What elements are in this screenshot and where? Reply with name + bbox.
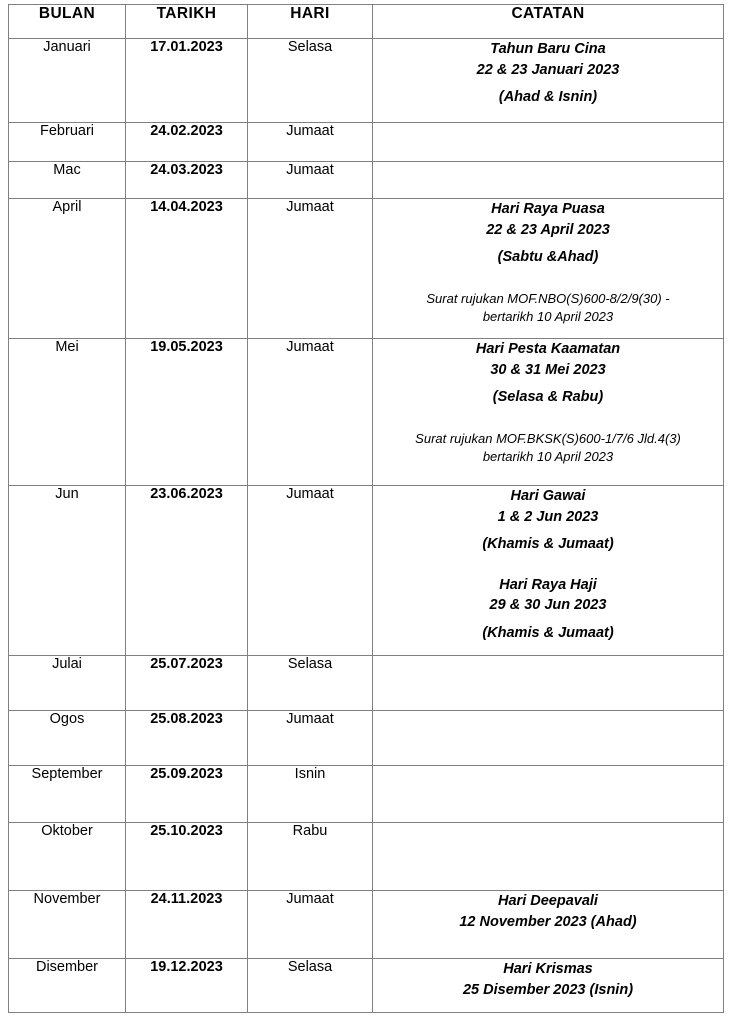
cell-catatan (373, 162, 724, 199)
table-row (9, 339, 724, 486)
note-block (373, 891, 723, 932)
cell-catatan (373, 766, 724, 823)
reference-block (373, 430, 723, 467)
cell-catatan (373, 959, 724, 1013)
cell-bulan: Julai (9, 656, 126, 711)
cell-hari: Jumaat (248, 891, 373, 959)
cell-hari: Jumaat (248, 711, 373, 766)
cell-tarikh: 24.11.2023 (126, 891, 248, 959)
note-line: (Sabtu &Ahad) (497, 249, 599, 266)
table-row (9, 39, 724, 123)
reference-line: Surat rujukan MOF.BKSK(S)600-1/7/6 Jld.4(3) (415, 430, 681, 446)
cell-hari: Selasa (248, 959, 373, 1013)
note-line: (Selasa & Rabu) (492, 389, 604, 406)
table-row (9, 162, 724, 199)
cell-bulan: Ogos (9, 711, 126, 766)
column-header-tarikh: TARIKH (126, 5, 248, 39)
cell-bulan: November (9, 891, 126, 959)
note-line: Hari Gawai (510, 488, 586, 504)
cell-hari: Isnin (248, 766, 373, 823)
note-line: 12 November 2023 (Ahad) (459, 913, 637, 930)
cell-bulan: Mei (9, 339, 126, 486)
column-header-bulan: BULAN (9, 5, 126, 39)
cell-catatan (373, 656, 724, 711)
cell-hari: Jumaat (248, 162, 373, 199)
note-line: Hari Deepavali (498, 893, 598, 909)
cell-hari: Selasa (248, 656, 373, 711)
cell-catatan (373, 39, 724, 123)
cell-tarikh: 23.06.2023 (126, 486, 248, 656)
reference-line: Surat rujukan MOF.NBO(S)600-8/2/9(30) - (426, 290, 670, 306)
cell-bulan: Disember (9, 959, 126, 1013)
cell-hari: Jumaat (248, 123, 373, 162)
cell-bulan: Januari (9, 39, 126, 123)
note-block (373, 575, 723, 644)
cell-catatan (373, 486, 724, 656)
cell-hari: Jumaat (248, 199, 373, 339)
note-line: Hari Krismas (503, 961, 593, 977)
column-header-hari: HARI (248, 5, 373, 39)
cell-tarikh: 19.12.2023 (126, 959, 248, 1013)
reference-block (373, 290, 723, 327)
cell-tarikh: 25.07.2023 (126, 656, 248, 711)
table-header (9, 5, 724, 39)
cell-bulan: Februari (9, 123, 126, 162)
table-row (9, 123, 724, 162)
cell-catatan (373, 711, 724, 766)
table-row (9, 656, 724, 711)
table-row (9, 959, 724, 1013)
cell-bulan: Oktober (9, 823, 126, 891)
note-line: 1 & 2 Jun 2023 (497, 508, 599, 525)
cell-catatan (373, 823, 724, 891)
table-row (9, 199, 724, 339)
table-row (9, 711, 724, 766)
cell-tarikh: 24.02.2023 (126, 123, 248, 162)
note-block (373, 959, 723, 1000)
cell-catatan (373, 339, 724, 486)
cell-catatan (373, 199, 724, 339)
cell-tarikh: 25.09.2023 (126, 766, 248, 823)
table-row (9, 766, 724, 823)
note-line: 30 & 31 Mei 2023 (490, 361, 606, 378)
cell-bulan: September (9, 766, 126, 823)
note-line: Hari Raya Haji (499, 576, 597, 593)
reference-line: bertarikh 10 April 2023 (482, 309, 614, 325)
cell-hari: Selasa (248, 39, 373, 123)
note-block (373, 39, 723, 108)
cell-catatan (373, 891, 724, 959)
cell-bulan: Jun (9, 486, 126, 656)
reference-line: bertarikh 10 April 2023 (482, 449, 614, 465)
table-row (9, 486, 724, 656)
cell-hari: Jumaat (248, 486, 373, 656)
note-line: Hari Pesta Kaamatan (475, 341, 621, 357)
cell-tarikh: 25.08.2023 (126, 711, 248, 766)
table-body (9, 39, 724, 1013)
cell-hari: Jumaat (248, 339, 373, 486)
note-line: Tahun Baru Cina (490, 41, 606, 57)
column-header-catatan: CATATAN (373, 5, 724, 39)
holiday-schedule-table (8, 4, 724, 1013)
cell-tarikh: 24.03.2023 (126, 162, 248, 199)
table-header-row (9, 5, 724, 39)
cell-tarikh: 25.10.2023 (126, 823, 248, 891)
table-row (9, 823, 724, 891)
cell-tarikh: 17.01.2023 (126, 39, 248, 123)
cell-tarikh: 19.05.2023 (126, 339, 248, 486)
note-block (373, 339, 723, 408)
table-row (9, 891, 724, 959)
note-line: 29 & 30 Jun 2023 (489, 597, 607, 614)
note-line: 22 & 23 April 2023 (486, 221, 610, 238)
note-line: 25 Disember 2023 (Isnin) (462, 981, 634, 998)
cell-bulan: Mac (9, 162, 126, 199)
note-line: (Ahad & Isnin) (498, 89, 598, 106)
note-line: Hari Raya Puasa (491, 201, 605, 217)
note-block (373, 486, 723, 555)
note-line: (Khamis & Jumaat) (482, 536, 614, 553)
cell-hari: Rabu (248, 823, 373, 891)
note-line: 22 & 23 Januari 2023 (476, 61, 620, 78)
note-line: (Khamis & Jumaat) (482, 624, 614, 641)
note-block (373, 199, 723, 268)
cell-catatan (373, 123, 724, 162)
cell-bulan: April (9, 199, 126, 339)
cell-tarikh: 14.04.2023 (126, 199, 248, 339)
